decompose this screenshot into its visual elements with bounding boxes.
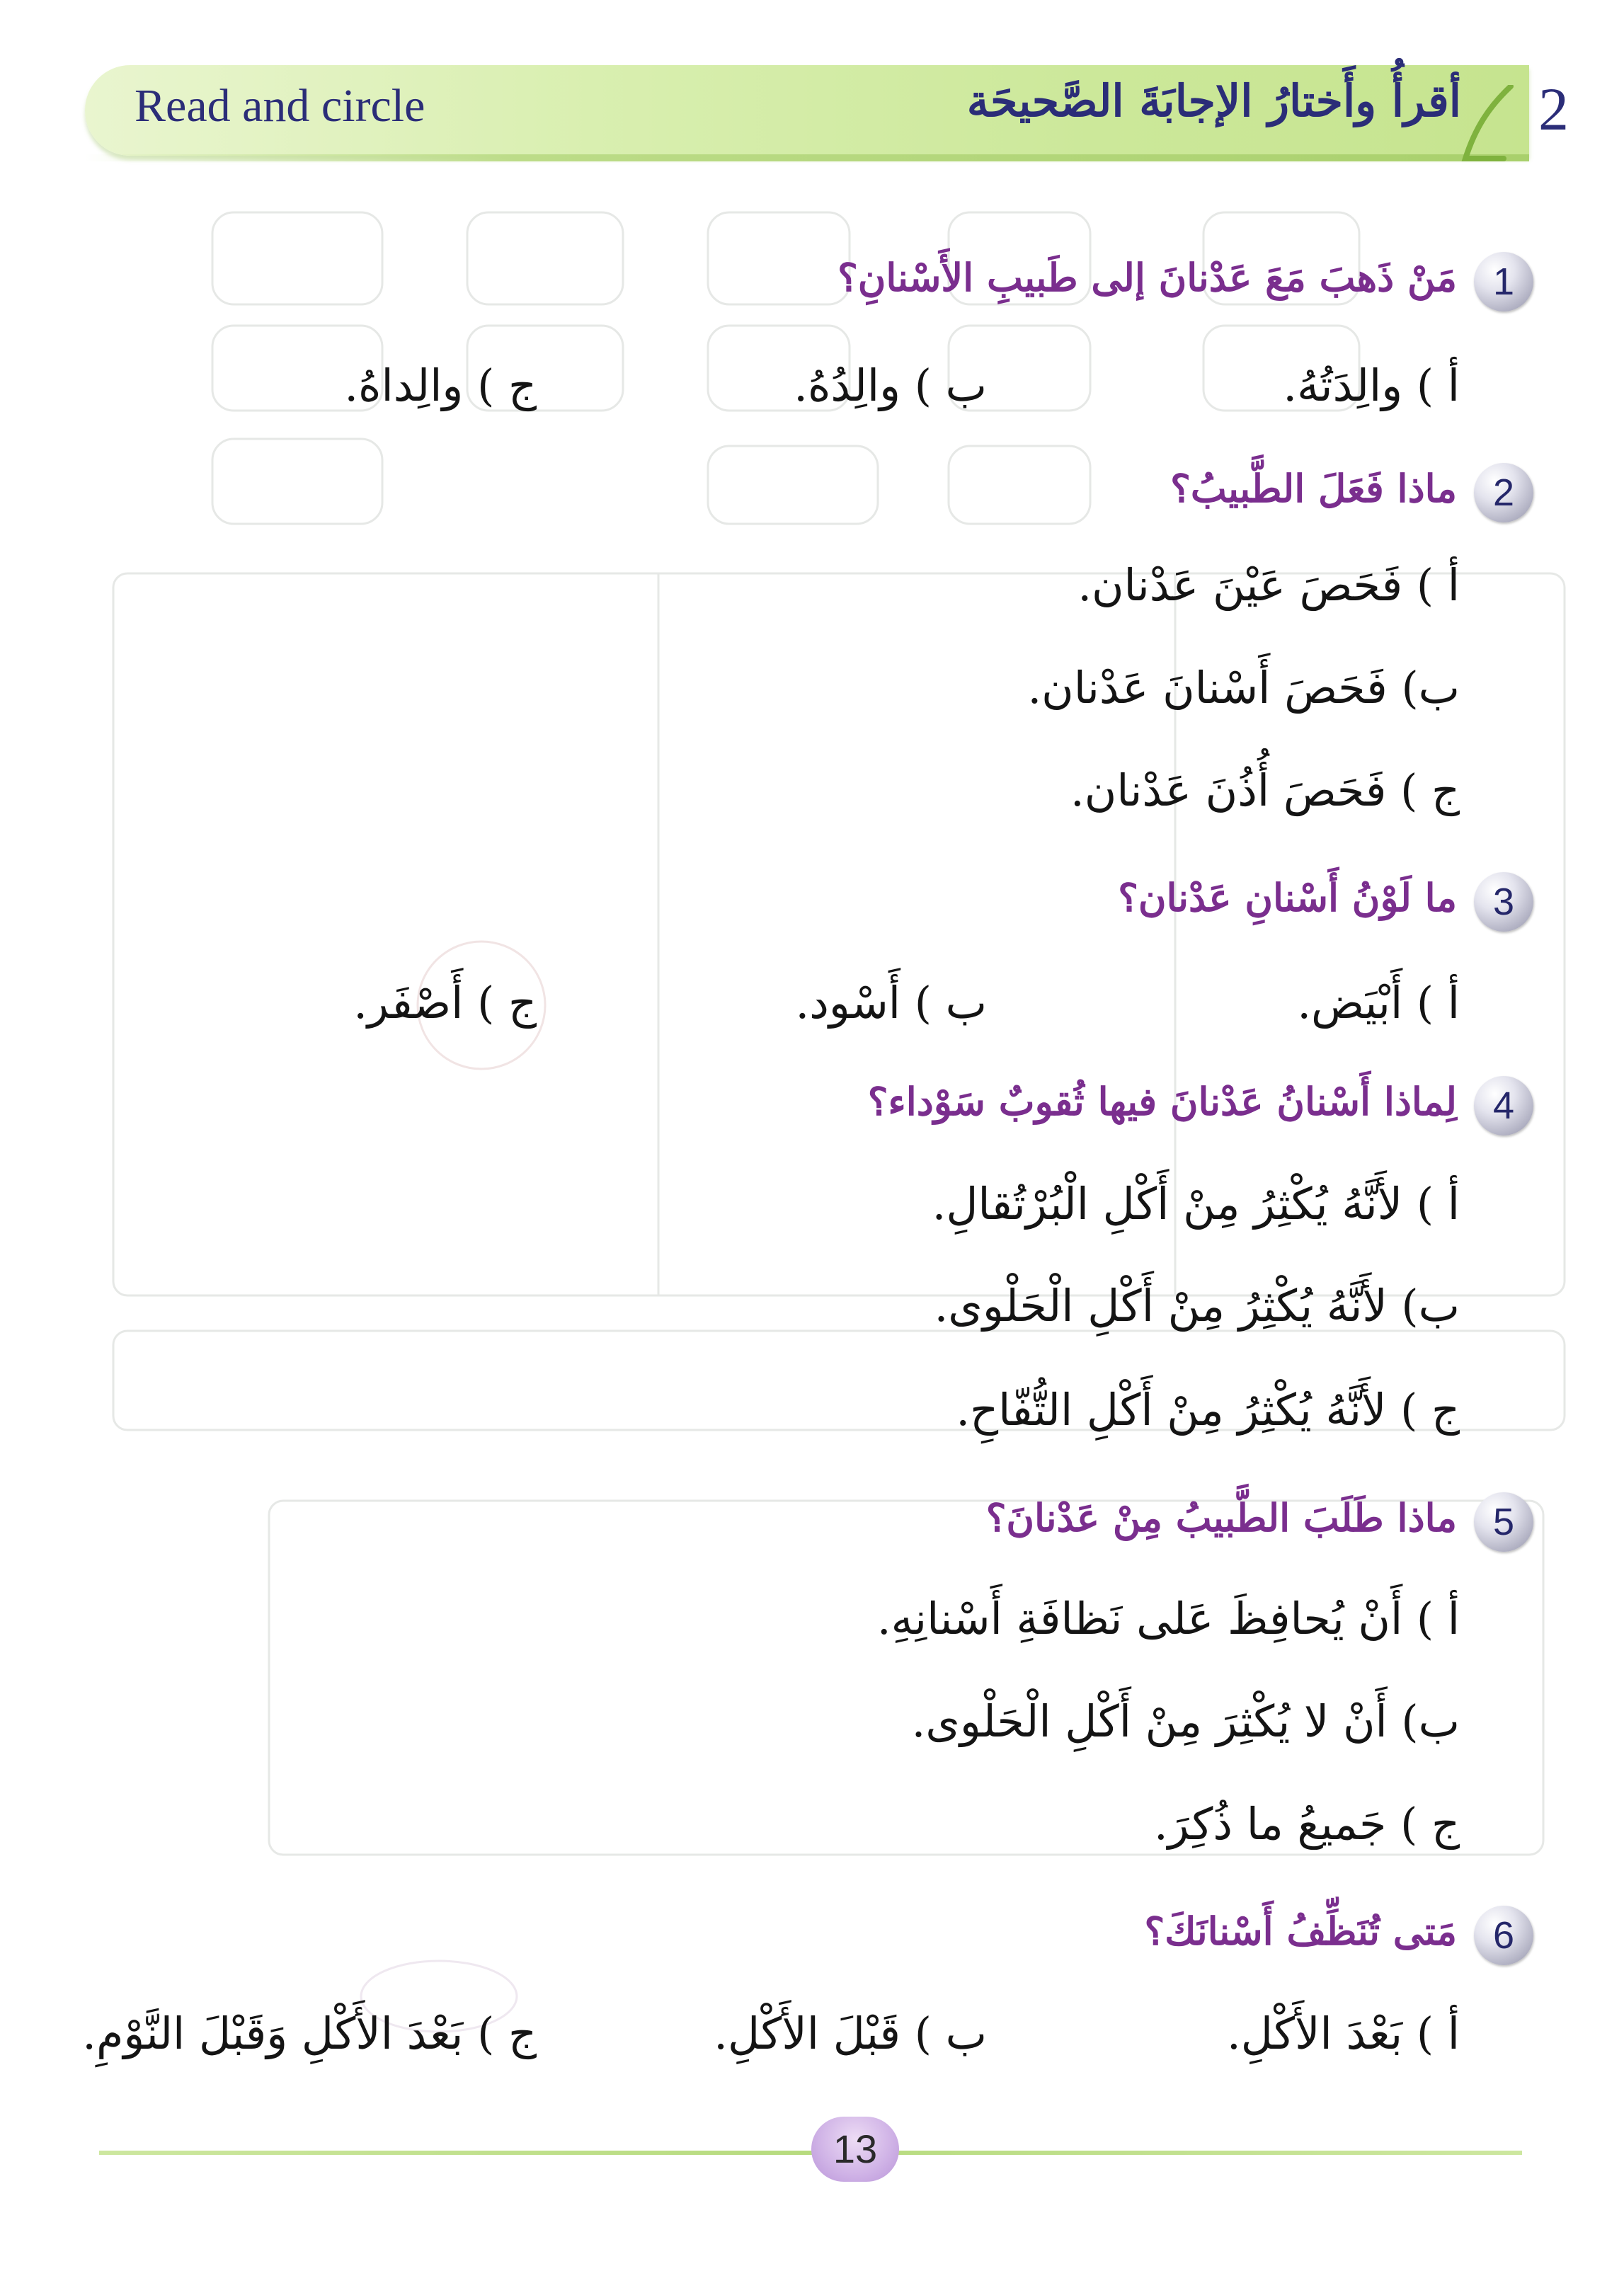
question-number-badge: 4 bbox=[1474, 1076, 1533, 1135]
q2-option-c[interactable]: ج ) فَحَصَ أُذُنَ عَدْنان. bbox=[1070, 765, 1460, 816]
q6-option-a[interactable]: أ ) بَعْدَ الأَكْلِ. bbox=[1226, 2008, 1460, 2059]
q5-option-a[interactable]: أ ) أَنْ يُحافِظَ عَلى نَظافَةِ أَسْنانِهِ. bbox=[876, 1593, 1460, 1644]
q5-option-b[interactable]: ب) أَنْ لا يُكْثِرَ مِنْ أَكْلِ الْحَلْوى. bbox=[911, 1695, 1460, 1747]
question-number-badge: 1 bbox=[1474, 252, 1533, 311]
q3-option-a[interactable]: أ ) أَبْيَض. bbox=[1297, 977, 1460, 1029]
q1-option-a[interactable]: أ ) والِدَتُهُ. bbox=[1283, 360, 1460, 411]
q2-option-a[interactable]: أ ) فَحَصَ عَيْنَ عَدْنان. bbox=[1077, 559, 1460, 611]
question-6-text: مَتى تُنَظِّفُ أَسْنانَكَ؟ bbox=[1144, 1909, 1457, 1954]
question-number-badge: 5 bbox=[1474, 1492, 1533, 1552]
section-marker-icon bbox=[1461, 85, 1518, 163]
q2-option-b[interactable]: ب) فَحَصَ أَسْنانَ عَدْنان. bbox=[1027, 662, 1460, 714]
question-1-text: مَنْ ذَهبَ مَعَ عَدْنانَ إلى طَبيبِ الأَسْنانِ؟ bbox=[837, 255, 1457, 300]
question-number-badge: 2 bbox=[1474, 463, 1533, 522]
question-number-badge: 6 bbox=[1474, 1906, 1533, 1965]
q1-option-b[interactable]: ب ) والِدُهُ. bbox=[794, 360, 987, 411]
q3-option-b[interactable]: ب ) أَسْود. bbox=[795, 977, 987, 1029]
question-5-text: ماذا طَلَبَ الطَّبيبُ مِنْ عَدْنانَ؟ bbox=[985, 1495, 1457, 1540]
header-underline bbox=[85, 154, 1529, 161]
question-4-text: لِماذا أَسْنانُ عَدْنانَ فيها ثُقوبٌ سَوْداء؟ bbox=[867, 1079, 1457, 1124]
q1-option-c[interactable]: ج ) والِداهُ. bbox=[344, 360, 537, 411]
q3-option-c[interactable]: ج ) أَصْفَر. bbox=[353, 977, 537, 1029]
footer-divider bbox=[99, 2151, 1522, 2155]
page-number: 13 bbox=[811, 2117, 899, 2182]
question-number-badge: 3 bbox=[1474, 872, 1533, 932]
q6-option-c[interactable]: ج ) بَعْدَ الأَكْلِ وَقَبْلَ النَّوْمِ. bbox=[82, 2008, 537, 2059]
q4-option-a[interactable]: أ ) لأَنَّهُ يُكْثِرُ مِنْ أَكْلِ الْبُرْتُقالِ. bbox=[932, 1178, 1460, 1230]
q4-option-b[interactable]: ب) لأَنَّهُ يُكْثِرُ مِنْ أَكْلِ الْحَلْوى. bbox=[934, 1280, 1460, 1332]
q5-option-c[interactable]: ج ) جَميعُ ما ذُكِرَ. bbox=[1153, 1798, 1460, 1850]
title-english: Read and circle bbox=[135, 80, 425, 132]
question-2-text: ماذا فَعَلَ الطَّبيبُ؟ bbox=[1170, 466, 1457, 511]
q6-option-b[interactable]: ب ) قَبْلَ الأَكْلِ. bbox=[714, 2008, 987, 2059]
section-number: 2 bbox=[1538, 75, 1569, 143]
q4-option-c[interactable]: ج ) لأَنَّهُ يُكْثِرُ مِنْ أَكْلِ التُّفّاحِ. bbox=[956, 1384, 1460, 1436]
question-3-text: ما لَوْنُ أَسْنانِ عَدْنان؟ bbox=[1118, 875, 1457, 920]
title-arabic: أقرأُ وأَختارُ الإجابَةَ الصَّحيحَة bbox=[966, 75, 1461, 127]
